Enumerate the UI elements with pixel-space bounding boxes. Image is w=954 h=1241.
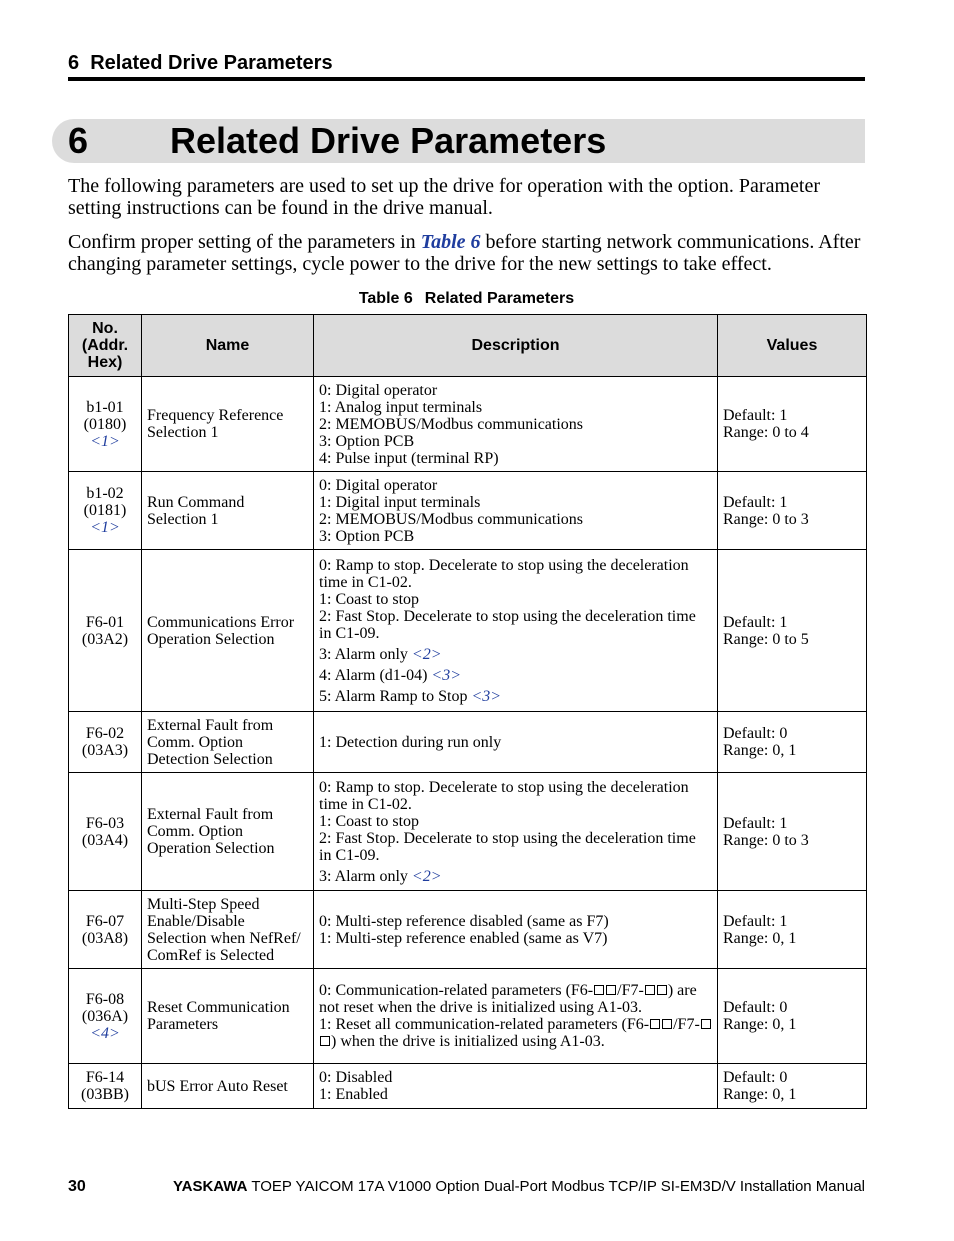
note-ref-link[interactable]: <3> [431, 666, 462, 684]
param-values-cell: Default: 0 Range: 0, 1 [718, 712, 867, 773]
note-ref-link[interactable]: <1> [90, 519, 120, 536]
confirm-text-after: before starting network communications. After changing parameter settings, cycle power to the drive for the new settings to take effect. [68, 231, 861, 275]
param-number-cell: F6-07 (03A8) [69, 891, 142, 969]
table-row [69, 773, 867, 891]
param-number-cell: F6-08 (036A) <4> [69, 969, 142, 1064]
table-caption-label: Table 6 [358, 290, 413, 307]
param-name-cell: Communications Error Operation Selection [142, 550, 314, 712]
table-caption-title: Related Parameters [424, 290, 575, 307]
param-name-cell: Multi-Step Speed Enable/Disable Selection when NefRef/ ComRef is Selected [142, 891, 314, 969]
note-ref-link[interactable]: <2> [411, 867, 442, 885]
footer-brand: YASKAWA [172, 1178, 248, 1195]
param-name-cell: Frequency Reference Selection 1 [142, 377, 314, 472]
placeholder-box-icon [320, 1036, 330, 1046]
param-description-cell: 1: Detection during run only [314, 712, 718, 773]
param-description-cell: 0: Disabled 1: Enabled [314, 1064, 718, 1109]
running-head: 6 Related Drive Parameters [68, 52, 333, 74]
param-values-cell: Default: 0 Range: 0, 1 [718, 969, 867, 1064]
param-values-cell: Default: 1 Range: 0 to 5 [718, 550, 867, 712]
header-rule [68, 77, 865, 81]
footer-title-text: TOEP YAICOM 17A V1000 Option Dual-Port Modbus TCP/IP SI-EM3D/V Installation Manual [251, 1178, 865, 1195]
param-values-cell: Default: 0 Range: 0, 1 [718, 1064, 867, 1109]
placeholder-box-icon [650, 1019, 660, 1029]
related-parameters-table [68, 314, 867, 1109]
table-row [69, 1064, 867, 1109]
param-values-cell: Default: 1 Range: 0, 1 [718, 891, 867, 969]
header-description: Description [314, 315, 718, 377]
placeholder-box-icon [645, 985, 655, 995]
section-number: 6 [68, 120, 89, 161]
param-number-cell: F6-01 (03A2) [69, 550, 142, 712]
note-ref-link[interactable]: <2> [411, 645, 442, 663]
param-number-cell: F6-14 (03BB) [69, 1064, 142, 1109]
header-name: Name [142, 315, 314, 377]
param-description-cell: 0: Digital operator 1: Digital input terminals 2: MEMOBUS/Modbus communications 3: Option PCB [314, 472, 718, 550]
param-values-cell: Default: 1 Range: 0 to 3 [718, 773, 867, 891]
confirm-paragraph [68, 231, 868, 275]
table-row [69, 712, 867, 773]
table-6-link[interactable]: Table 6 [420, 231, 481, 253]
section-title: Related Drive Parameters [170, 120, 607, 161]
param-name-cell: External Fault from Comm. Option Detection Selection [142, 712, 314, 773]
table-row [69, 891, 867, 969]
param-values-cell: Default: 1 Range: 0 to 3 [718, 472, 867, 550]
param-number-cell: b1-02 (0181) <1> [69, 472, 142, 550]
header-no: No. (Addr. Hex) [69, 315, 142, 377]
table-row [69, 969, 867, 1064]
note-ref-link[interactable]: <1> [90, 432, 120, 450]
table-row [69, 550, 867, 712]
param-description-cell: 0: Ramp to stop. Decelerate to stop using the deceleration time in C1-02. 1: Coast to stop 2: Fast Stop. Decelerate to stop using the deceleration time in C1-09. 3: Alarm only <2> [314, 773, 718, 891]
header-values: Values [718, 315, 867, 377]
page-number: 30 [68, 1178, 86, 1195]
param-number-cell: F6-02 (03A3) [69, 712, 142, 773]
param-name-cell: Run Command Selection 1 [142, 472, 314, 550]
table-caption [68, 290, 865, 308]
param-description-cell: 0: Multi-step reference disabled (same as F7) 1: Multi-step reference enabled (same as V7) [314, 891, 718, 969]
placeholder-box-icon [657, 985, 667, 995]
param-name-cell: bUS Error Auto Reset [142, 1064, 314, 1109]
param-description-cell: 0: Communication-related parameters (F6- /F7- ) are not reset when the drive is initialized using A1-03. 1: Reset all communication-related parameters (F6- /F7-) when the drive is initialized using A1-03. [314, 969, 718, 1064]
placeholder-box-icon [594, 985, 604, 995]
param-values-cell: Default: 1 Range: 0 to 4 [718, 377, 867, 472]
placeholder-box-icon [701, 1019, 711, 1029]
note-ref-link[interactable]: <3> [471, 687, 502, 705]
placeholder-box-icon [606, 985, 616, 995]
param-description-cell: 0: Ramp to stop. Decelerate to stop using the deceleration time in C1-02. 1: Coast to stop 2: Fast Stop. Decelerate to stop using the deceleration time in C1-09. 3: Alarm only <2> 4: Alarm (d1-04) <3> 5: Alarm Ramp to Stop <3> [314, 550, 718, 712]
confirm-text-before: Confirm proper setting of the parameters in [68, 231, 421, 253]
table-header-row [69, 315, 867, 377]
table-row [69, 472, 867, 550]
param-name-cell: External Fault from Comm. Option Operation Selection [142, 773, 314, 891]
param-number-cell: F6-03 (03A4) [69, 773, 142, 891]
placeholder-box-icon [662, 1019, 672, 1029]
param-name-cell: Reset Communication Parameters [142, 969, 314, 1064]
param-description-cell: 0: Digital operator 1: Analog input terminals 2: MEMOBUS/Modbus communications 3: Option PCB 4: Pulse input (terminal RP) [314, 377, 718, 472]
param-number-cell: b1-01 (0180) <1> [69, 377, 142, 472]
intro-paragraph: The following parameters are used to set up the drive for operation with the option. Parameter setting instructions can be found in the drive manual. [68, 175, 820, 219]
note-ref-link[interactable]: <4> [90, 1024, 120, 1042]
footer-manual-title [173, 1178, 865, 1195]
table-row [69, 377, 867, 472]
